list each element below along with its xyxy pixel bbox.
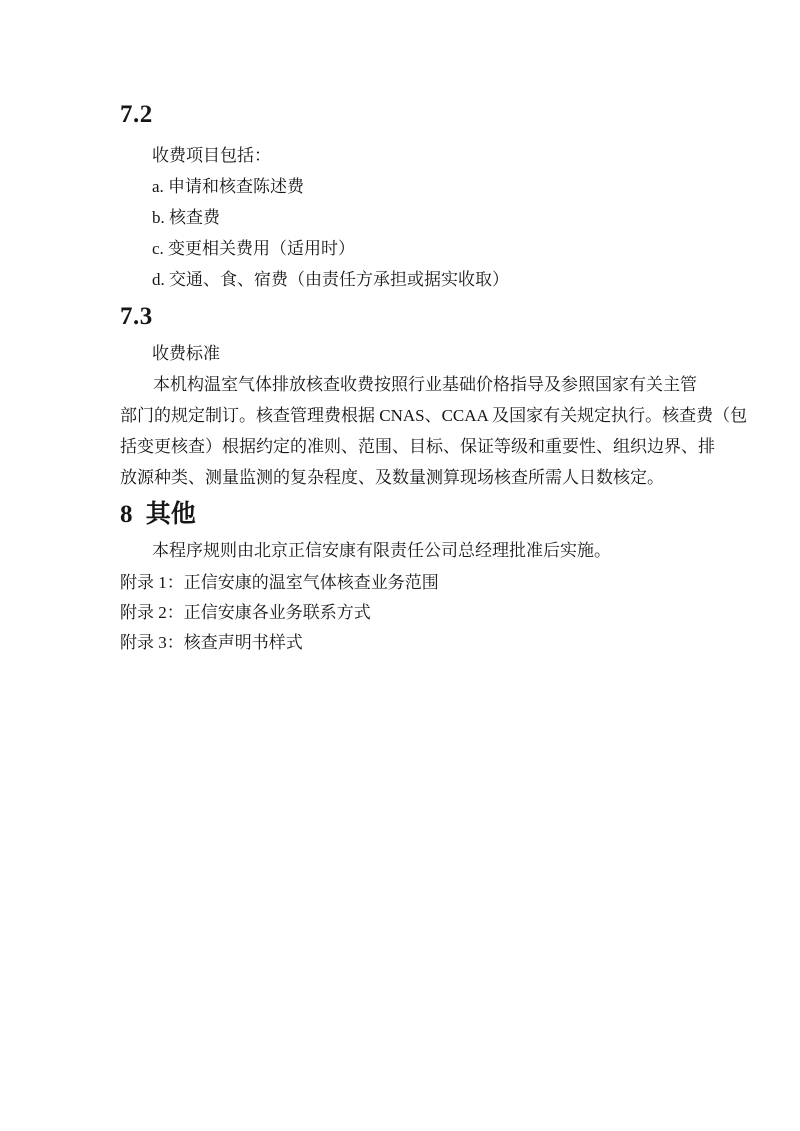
fee-standard-paragraph-line-4: 放源种类、测量监测的复杂程度、及数量测算现场核查所需人日数核定。: [120, 468, 664, 487]
fee-standard-paragraph-line-1: 本机构温室气体排放核查收费按照行业基础价格指导及参照国家有关主管: [153, 375, 697, 394]
fee-item-c: c. 变更相关费用（适用时）: [152, 239, 356, 258]
fee-standard-paragraph-line-3: 括变更核查）根据约定的准则、范围、目标、保证等级和重要性、组织边界、排: [120, 437, 715, 456]
appendix-entry-2: 附录 2：正信安康各业务联系方式: [120, 603, 371, 622]
section-7-3-heading: 7.3: [120, 303, 153, 330]
appendix-entry-1: 附录 1：正信安康的温室气体核查业务范围: [120, 573, 439, 592]
fee-standard-subtitle: 收费标准: [152, 344, 220, 363]
implementation-statement: 本程序规则由北京正信安康有限责任公司总经理批准后实施。: [152, 541, 611, 560]
section-8-heading: 8 其他: [120, 501, 196, 528]
appendix-entry-3: 附录 3：核查声明书样式: [120, 633, 303, 652]
fee-item-a: a. 申请和核查陈述费: [152, 177, 305, 196]
fee-items-intro: 收费项目包括：: [152, 146, 271, 165]
section-7-2-heading: 7.2: [120, 101, 153, 128]
fee-standard-paragraph-line-2: 部门的规定制订。核查管理费根据 CNAS、CCAA 及国家有关规定执行。核查费（包: [120, 406, 748, 425]
fee-item-d: d. 交通、食、宿费（由责任方承担或据实收取）: [152, 270, 509, 289]
fee-item-b: b. 核查费: [152, 208, 220, 227]
